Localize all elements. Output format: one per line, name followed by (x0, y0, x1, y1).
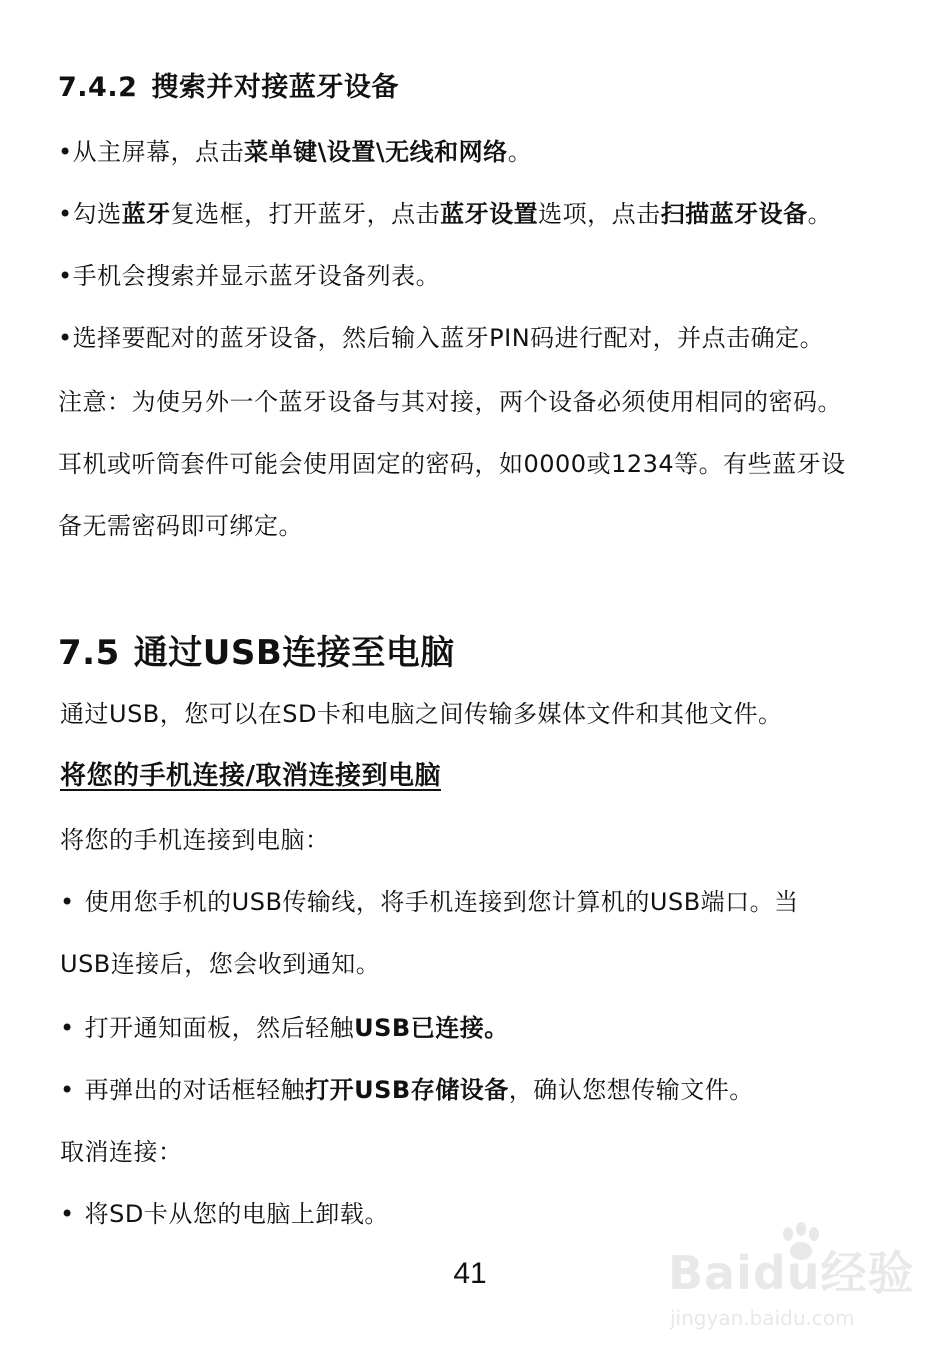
heading-text: 通过USB连接至电脑 (133, 633, 455, 673)
step-text: 打开通知面板，然后轻触 (84, 1014, 355, 1042)
heading-number: 7.5 (58, 633, 120, 673)
step-text: 选项，点击 (538, 200, 661, 228)
step-text: 使用您手机的USB传输线，将手机连接到您计算机的USB端口。当 (84, 888, 799, 916)
bullet: • (60, 1014, 75, 1042)
step-text: 从主屏幕，点击 (72, 138, 245, 166)
menu-path: 菜单键\设置\无线和网络 (244, 138, 508, 166)
section-7-4-2-heading (58, 72, 399, 104)
step-text: 选择要配对的蓝牙设备，然后输入蓝牙PIN码进行配对，并点击确定。 (72, 324, 825, 352)
heading-number: 7.4.2 (58, 72, 138, 103)
intro-paragraph: 通过USB，您可以在SD卡和电脑之间传输多媒体文件和其他文件。 (60, 700, 783, 728)
disconnect-label: 取消连接： (60, 1138, 183, 1166)
step-text: 复选框，打开蓝牙，点击 (170, 200, 441, 228)
list-item (60, 1012, 509, 1044)
list-item (60, 1074, 754, 1106)
list-item (58, 198, 832, 230)
step-text: 再弹出的对话框轻触 (84, 1076, 306, 1104)
bullet: • (58, 262, 73, 290)
bullet: • (60, 888, 75, 916)
step-text: ，确认您想传输文件。 (508, 1076, 754, 1104)
list-item (60, 886, 799, 918)
bold-term: USB已连接。 (354, 1014, 509, 1042)
bullet: • (58, 138, 73, 166)
subsection-heading: 将您的手机连接/取消连接到电脑 (60, 761, 441, 791)
paw-icon (778, 1222, 824, 1262)
note-line: 备无需密码即可绑定。 (58, 512, 303, 540)
bullet: • (58, 200, 73, 228)
list-item (58, 322, 824, 354)
step-text: 勾选 (72, 200, 122, 228)
list-item-continuation: USB连接后，您会收到通知。 (60, 950, 381, 978)
note-line: 注意：为使另外一个蓝牙设备与其对接，两个设备必须使用相同的密码。 (58, 388, 842, 416)
bold-term: 扫描蓝牙设备 (660, 200, 808, 228)
step-text: 。 (807, 200, 833, 228)
watermark-logo: Baidu经验 (668, 1246, 915, 1300)
page-number: 41 (453, 1257, 487, 1290)
baidu-watermark (668, 1222, 918, 1342)
bullet: • (60, 1200, 75, 1228)
list-item (60, 1198, 389, 1230)
note-line: 耳机或听筒套件可能会使用固定的密码，如0000或1234等。有些蓝牙设 (58, 450, 846, 478)
step-text: 将SD卡从您的电脑上卸载。 (84, 1200, 389, 1228)
watermark-url: jingyan.baidu.com (670, 1306, 855, 1330)
bullet: • (58, 324, 73, 352)
bold-term: 蓝牙 (121, 200, 171, 228)
connect-label: 将您的手机连接到电脑： (60, 826, 330, 854)
bullet: • (60, 1076, 75, 1104)
list-item (58, 260, 440, 292)
bold-term: 蓝牙设置 (440, 200, 539, 228)
list-item (58, 136, 532, 168)
step-text: 。 (507, 138, 533, 166)
section-7-5-heading (58, 632, 455, 674)
bold-term: 打开USB存储设备 (305, 1076, 509, 1104)
step-text: 手机会搜索并显示蓝牙设备列表。 (72, 262, 441, 290)
heading-text: 搜索并对接蓝牙设备 (151, 72, 399, 103)
